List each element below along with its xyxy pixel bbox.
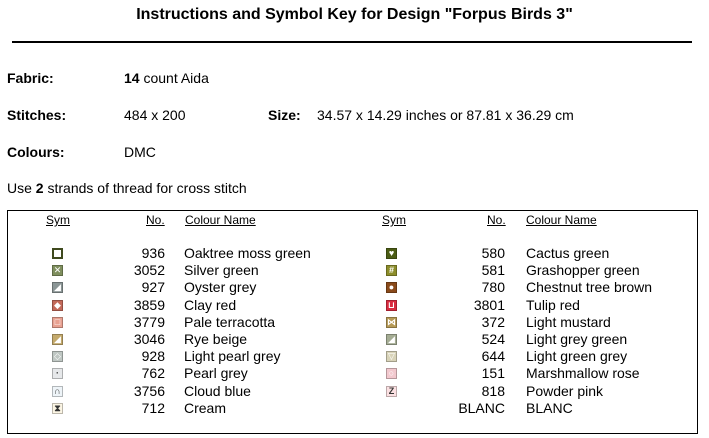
dmc-number: 580	[481, 245, 505, 261]
heart-square-icon: ♥	[386, 248, 397, 259]
table-row	[0, 331, 709, 348]
fabric-label: Fabric:	[7, 70, 54, 86]
dmc-number: 524	[481, 331, 505, 347]
colour-name: Grashopper green	[526, 262, 640, 279]
colour-name: Cactus green	[526, 245, 610, 261]
header-name-right: Colour Name	[526, 213, 597, 227]
triangle-square-icon: ◢	[52, 282, 63, 293]
colour-name: Clay red	[184, 296, 237, 313]
colour-name: Pale terracotta	[184, 313, 276, 330]
colour-name: Rye beige	[184, 331, 248, 347]
bracket-square-icon: ⊔	[387, 299, 396, 310]
down-triangle-square-icon: ▽	[386, 351, 397, 362]
triangle-square-icon: ◢	[52, 334, 63, 345]
colour-name: Oyster grey	[184, 279, 257, 296]
header-no-right: No.	[487, 213, 506, 227]
dmc-number: 3756	[133, 382, 165, 399]
hash-square-icon: #	[386, 265, 397, 276]
dmc-number: 927	[141, 279, 165, 296]
header-name-left: Colour Name	[185, 213, 256, 227]
header-no-left: No.	[146, 213, 165, 227]
inner-square-icon: □	[52, 317, 63, 328]
table-row	[0, 262, 709, 279]
dmc-number: 372	[481, 313, 505, 330]
colour-name: Marshmallow rose	[526, 365, 640, 382]
bowtie-square-icon: ⋈	[387, 316, 396, 327]
colour-name: Cloud blue	[184, 382, 251, 399]
colour-name: Powder pink	[526, 382, 604, 399]
table-row	[0, 365, 709, 382]
dmc-number: 3859	[133, 296, 165, 313]
title-divider	[12, 41, 692, 43]
table-row	[0, 383, 709, 400]
dmc-number: 3046	[133, 331, 165, 347]
fabric-value	[124, 70, 209, 86]
circle-square-icon: ●	[386, 282, 397, 293]
diamond-square-icon: ◆	[52, 300, 63, 311]
strands-instruction	[7, 180, 247, 196]
dmc-number: BLANC	[458, 399, 505, 416]
strands-pre: Use	[7, 180, 32, 196]
dmc-number: 762	[141, 365, 165, 382]
colour-name: Light grey green	[526, 331, 628, 347]
diamond-outline-square-icon: ◇	[52, 351, 63, 362]
table-row	[0, 279, 709, 296]
colour-name: Light pearl grey	[184, 348, 281, 365]
dmc-number: 151	[481, 365, 505, 382]
header-sym-right: Sym	[382, 213, 406, 227]
fabric-type: count Aida	[143, 70, 209, 86]
colour-name: Chestnut tree brown	[526, 279, 653, 296]
ring-square-icon: ○	[386, 368, 397, 379]
dmc-number: 818	[481, 382, 505, 399]
strands-post: strands of thread for cross stitch	[47, 180, 247, 196]
strands-count: 2	[35, 180, 44, 196]
colour-name: BLANC	[526, 399, 573, 416]
hourglass-square-icon: ⧗	[52, 403, 63, 414]
fabric-count: 14	[124, 70, 140, 86]
dmc-number: 928	[141, 348, 165, 365]
colour-name: Pearl grey	[184, 365, 248, 382]
table-row	[0, 314, 709, 331]
colours-label: Colours:	[7, 144, 65, 160]
table-row	[0, 297, 709, 314]
z-square-icon: Z	[386, 386, 397, 397]
triangle-square-icon: ◢	[386, 334, 397, 345]
arch-square-icon: ∩	[52, 386, 63, 397]
dot-square-icon: ·	[52, 368, 63, 379]
colour-name: Light mustard	[526, 313, 611, 330]
dmc-number: 780	[481, 279, 505, 296]
size-value: 34.57 x 14.29 inches or 87.81 x 36.29 cm	[317, 107, 574, 123]
dmc-number: 581	[481, 262, 505, 279]
dmc-number: 3779	[133, 313, 165, 330]
stitches-label: Stitches:	[7, 107, 67, 123]
dmc-number: 3052	[133, 262, 165, 279]
colour-name: Light green grey	[526, 348, 628, 365]
header-sym-left: Sym	[46, 213, 70, 227]
dmc-number: 3801	[473, 296, 505, 313]
colours-value: DMC	[124, 144, 156, 160]
x-square-icon: ✕	[53, 265, 62, 276]
colour-name: Tulip red	[526, 296, 580, 313]
stitches-value: 484 x 200	[124, 107, 186, 123]
dmc-number: 936	[141, 245, 165, 261]
size-label: Size:	[268, 107, 301, 123]
colour-name: Silver green	[184, 262, 259, 279]
dmc-number: 712	[141, 399, 165, 416]
table-row	[0, 400, 709, 417]
page-title: Instructions and Symbol Key for Design "Forpus Birds 3"	[136, 6, 573, 23]
blank-square-icon	[386, 403, 397, 414]
colour-name: Cream	[184, 399, 227, 416]
table-row	[0, 245, 709, 262]
colour-name: Oaktree moss green	[184, 245, 311, 261]
table-row	[0, 348, 709, 365]
dmc-number: 644	[481, 348, 505, 365]
